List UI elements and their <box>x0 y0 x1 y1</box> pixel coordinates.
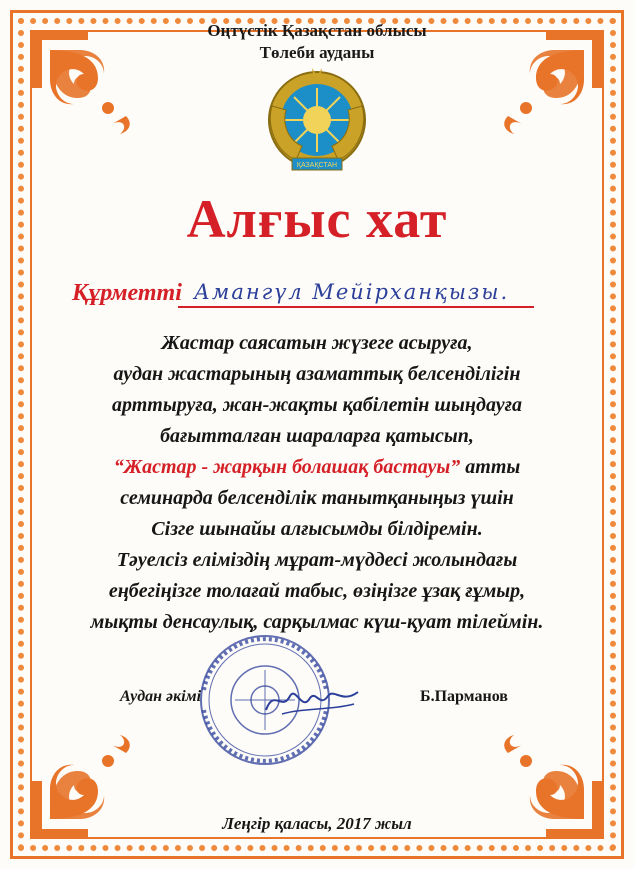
body-line: Тәуелсіз еліміздің мұрат-мүддесі жолындағы <box>116 549 518 571</box>
certificate-title: Алғыс хат <box>186 189 448 249</box>
body-line: семинарда белсенділік танытқаныңыз үшін <box>120 487 514 509</box>
body-line-tail: атты <box>460 456 521 478</box>
body-line: бағытталған шараларға қатысып, <box>160 425 474 447</box>
body-line: арттыруға, жан-жақты қабілетін шыңдауға <box>112 394 522 416</box>
seminar-title: “Жастар - жарқын болашақ бастауы” <box>113 456 461 478</box>
recipient-name-handwritten: Амангүл Мейірханқызы. <box>194 280 510 304</box>
place-and-year: Леңгір қаласы, 2017 жыл <box>222 814 412 833</box>
recipient-underline <box>178 306 534 308</box>
body-line-highlighted <box>60 452 574 483</box>
header-region: Оңтүстік Қазақстан облысы <box>207 21 427 40</box>
body-line: Сізге шынайы алғысымды білдіремін. <box>151 518 483 540</box>
signer-position: Аудан әкімі <box>120 688 202 705</box>
kazakhstan-state-emblem-icon <box>262 66 372 178</box>
greeting-label: Құрметті <box>72 280 182 306</box>
signer-name: Б.Парманов <box>420 688 508 705</box>
signature-icon <box>262 682 362 718</box>
svg-text:ҚАЗАҚСТАН: ҚАЗАҚСТАН <box>296 162 338 169</box>
body-line: аудан жастарының азаматтық белсенділігін <box>113 363 521 385</box>
header-district: Төлеби ауданы <box>259 43 375 62</box>
body-line: мықты денсаулық, сарқылмас күш-қуат тілеймін. <box>90 611 544 633</box>
body-line: еңбегіңізге толағай табыс, өзіңізге ұзақ ғұмыр, <box>108 580 526 602</box>
body-line: Жастар саясатын жүзеге асыруға, <box>161 332 473 354</box>
